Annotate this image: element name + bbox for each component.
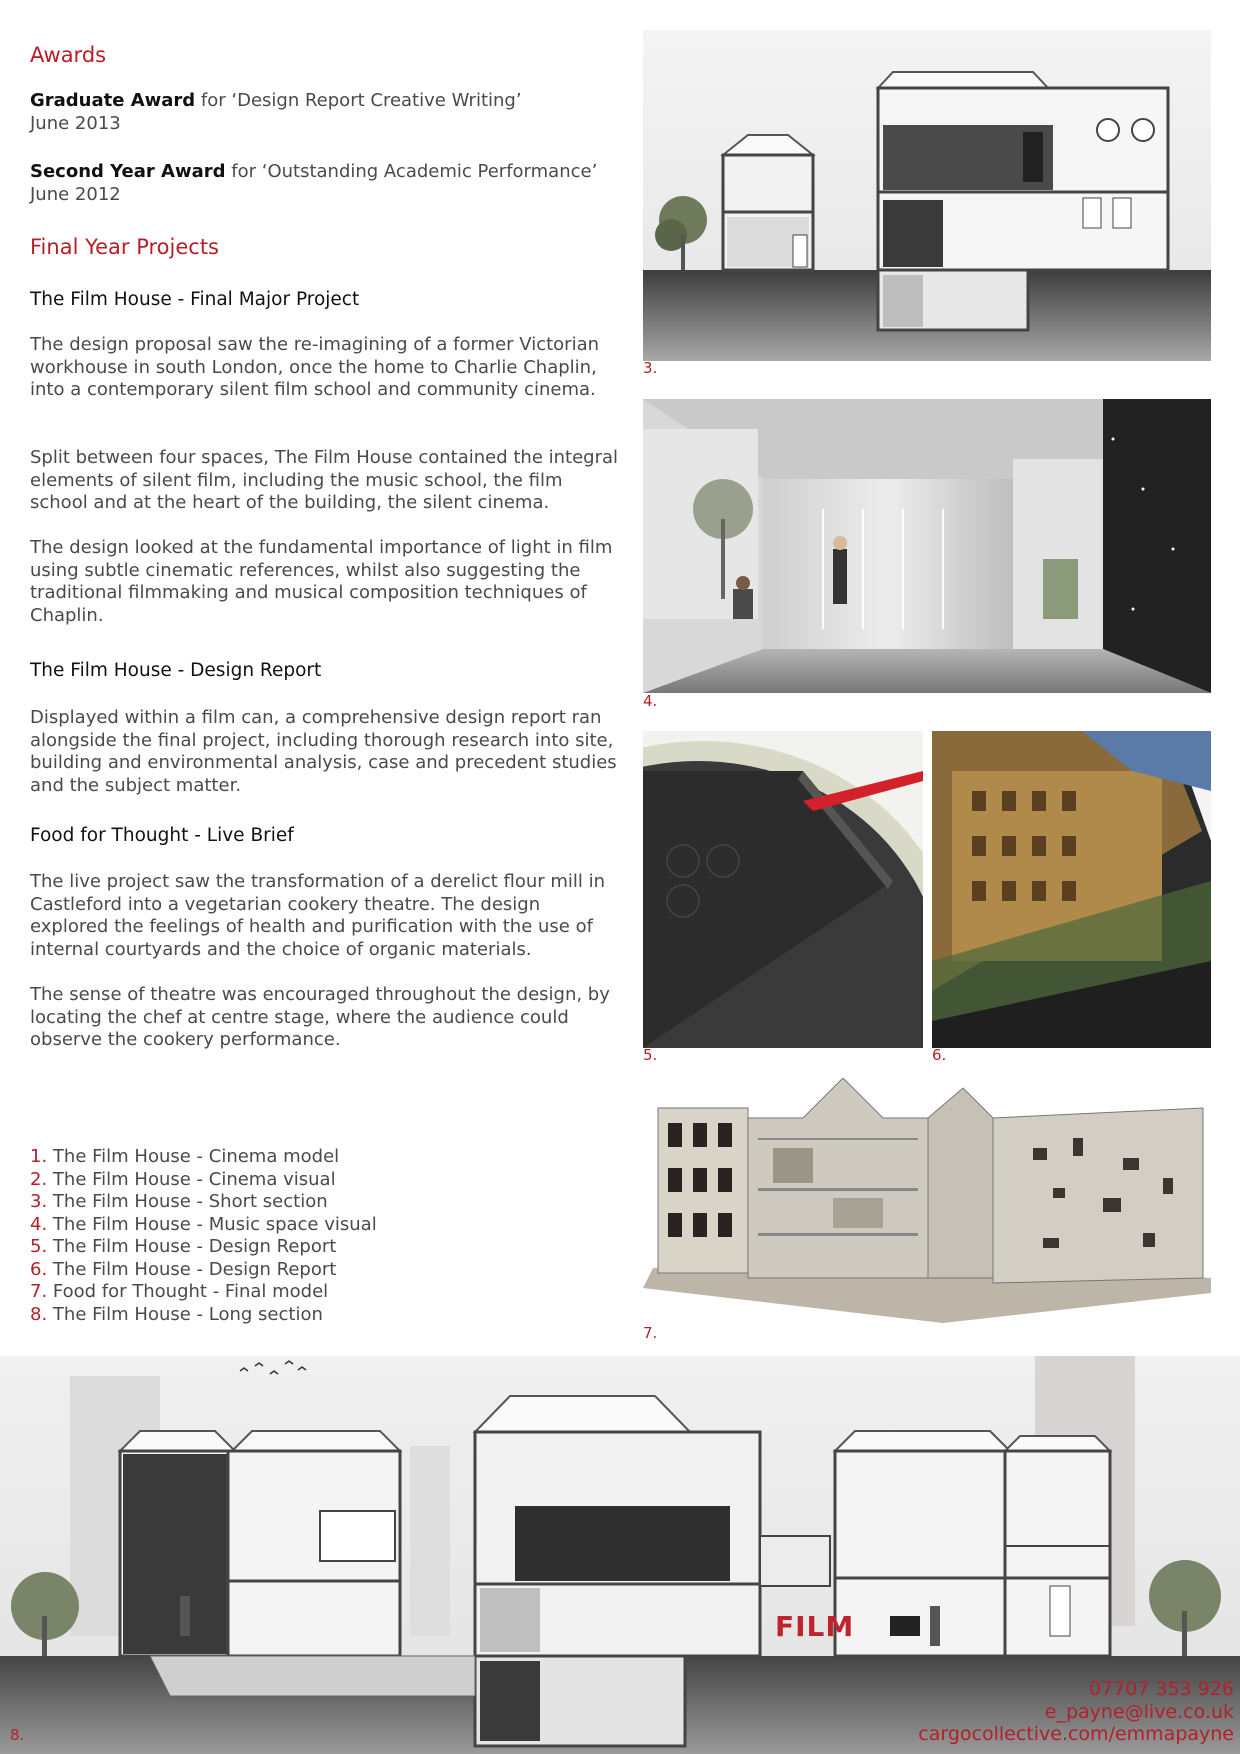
- caption-item: [30, 1214, 377, 1237]
- caption-item: [30, 1304, 377, 1327]
- figure-6-report-book: [932, 731, 1211, 1048]
- figure-3-short-section: [643, 30, 1211, 361]
- film-signage: FILM: [775, 1610, 855, 1643]
- project-3-para-1: The live project saw the transformation of a derelict flour mill in Castleford into a vegetarian cookery theatre. The design explored the feelings of health and purification with the use of internal courtyards and the choice of organic materials.: [30, 871, 606, 960]
- caption-text: The Film House - Design Report: [47, 1236, 337, 1257]
- caption-number: 4.: [30, 1213, 48, 1235]
- project-1-para-3: The design looked at the fundamental importance of light in film using subtle cinematic references, whilst also suggesting the traditional filmmaking and musical composition techniques of Chaplin.: [30, 537, 613, 626]
- figure-3-number: 3.: [643, 359, 658, 377]
- caption-text: The Film House - Music space visual: [47, 1213, 377, 1235]
- caption-item: [30, 1236, 377, 1259]
- figure-5-film-can: [643, 731, 923, 1048]
- caption-number: 3.: [30, 1191, 48, 1212]
- contact-phone: 07707 353 926: [1088, 1678, 1234, 1700]
- caption-text: The Film House - Cinema visual: [47, 1168, 336, 1190]
- caption-item: [30, 1191, 377, 1214]
- project-3-title: Food for Thought - Live Brief: [30, 825, 294, 846]
- projects-heading: Final Year Projects: [30, 235, 219, 259]
- award-2-date: June 2012: [30, 183, 121, 205]
- project-1-para-2: Split between four spaces, The Film House contained the integral elements of silent film, including the music school, the film school and at the heart of the building, the silent cinema.: [30, 447, 619, 513]
- caption-text: Food for Thought - Final model: [47, 1281, 329, 1302]
- project-1-para-1: The design proposal saw the re-imagining of a former Victorian workhouse in south London, once the home to Charlie Chaplin, into a contemporary silent film school and community cinema.: [30, 334, 600, 400]
- project-3-para-2: The sense of theatre was encouraged throughout the design, by locating the chef at centre stage, where the audience could observe the cookery performance.: [30, 984, 610, 1050]
- caption-number: 2.: [30, 1168, 48, 1190]
- award-2: [30, 161, 650, 206]
- caption-item: [30, 1146, 377, 1169]
- figure-5-number: 5.: [643, 1046, 658, 1064]
- contact-website[interactable]: cargocollective.com/emmapayne: [918, 1723, 1234, 1745]
- awards-heading: Awards: [30, 43, 107, 67]
- contact-email[interactable]: e_payne@live.co.uk: [1044, 1700, 1234, 1723]
- caption-number: 5.: [30, 1236, 48, 1257]
- figure-6-number: 6.: [932, 1046, 947, 1064]
- project-2-para-1: Displayed within a film can, a comprehensive design report ran alongside the final project, including thorough research into site, building and environmental analysis, case and precedent studies and the subject matter.: [30, 707, 617, 796]
- project-1-title: The Film House - Final Major Project: [30, 289, 360, 310]
- caption-text: The Film House - Short section: [47, 1191, 328, 1212]
- figure-7-final-model: [643, 1078, 1211, 1323]
- caption-number: 7.: [30, 1281, 48, 1302]
- caption-item: [30, 1259, 377, 1282]
- figure-8-number: 8.: [10, 1726, 25, 1744]
- award-2-desc: for ‘Outstanding Academic Performance’: [225, 161, 598, 182]
- award-1-date: June 2013: [30, 112, 121, 134]
- caption-item: [30, 1281, 377, 1304]
- caption-number: 6.: [30, 1258, 48, 1280]
- caption-text: The Film House - Cinema model: [47, 1146, 340, 1167]
- figure-7-number: 7.: [643, 1324, 658, 1342]
- award-2-title: Second Year Award: [30, 161, 226, 182]
- caption-text: The Film House - Long section: [47, 1303, 323, 1325]
- caption-text: The Film House - Design Report: [47, 1258, 337, 1280]
- figure-4-number: 4.: [643, 692, 658, 710]
- caption-list: [30, 1146, 377, 1326]
- award-1: [30, 90, 630, 135]
- figure-4-music-space: [643, 399, 1211, 693]
- caption-number: 1.: [30, 1146, 48, 1167]
- caption-number: 8.: [30, 1303, 48, 1325]
- award-1-title: Graduate Award: [30, 90, 196, 111]
- award-1-desc: for ‘Design Report Creative Writing’: [195, 90, 522, 111]
- project-2-title: The Film House - Design Report: [30, 660, 322, 681]
- caption-item: [30, 1169, 377, 1192]
- contact-block: [780, 1678, 1240, 1746]
